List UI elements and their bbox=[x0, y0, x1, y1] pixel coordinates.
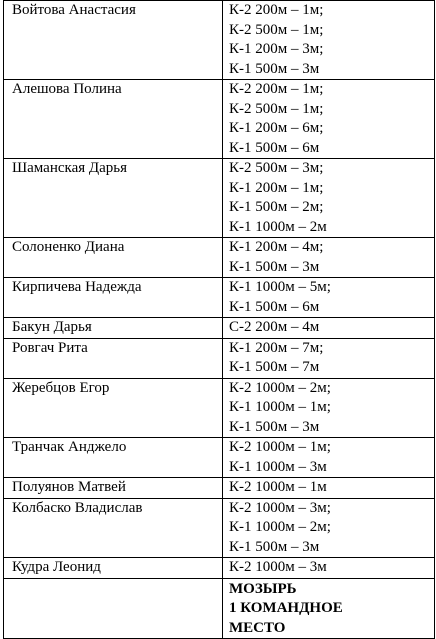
athlete-name: Шаманская Дарья bbox=[4, 159, 223, 238]
table-row bbox=[4, 159, 435, 238]
athlete-results bbox=[223, 1, 435, 80]
result-line: К-2 1000м – 1м; bbox=[229, 439, 331, 455]
result-line: К-1 500м – 3м bbox=[229, 258, 320, 275]
summary-line: 1 КОМАНДНОЕ bbox=[229, 600, 343, 616]
athlete-name: Полуянов Матвей bbox=[4, 478, 223, 499]
result-line: К-2 200м – 1м; bbox=[229, 2, 324, 18]
table-row bbox=[4, 278, 435, 318]
athlete-name: Колбаско Владислав bbox=[4, 498, 223, 558]
result-line: К-1 500м – 2м; bbox=[229, 199, 324, 215]
results-table-body bbox=[4, 1, 435, 639]
athlete-results bbox=[223, 338, 435, 378]
table-row bbox=[4, 238, 435, 278]
results-table bbox=[3, 0, 435, 639]
table-row bbox=[4, 558, 435, 579]
athlete-name: Кирпичева Надежда bbox=[4, 278, 223, 318]
result-line: К-1 200м – 1м; bbox=[229, 179, 324, 196]
athlete-name: Алешова Полина bbox=[4, 80, 223, 159]
table-row bbox=[4, 478, 435, 499]
athlete-name: Ровгач Рита bbox=[4, 338, 223, 378]
result-line: К-2 200м – 1м; bbox=[229, 81, 324, 97]
result-line: К-1 200м – 7м; bbox=[229, 339, 324, 356]
athlete-name: Бакун Дарья bbox=[4, 318, 223, 339]
result-line: К-1 1000м – 3м bbox=[229, 458, 327, 475]
athlete-results bbox=[223, 318, 435, 339]
result-line: К-1 1000м – 1м; bbox=[229, 399, 331, 415]
athlete-results bbox=[223, 558, 435, 579]
table-row bbox=[4, 338, 435, 378]
result-line: К-1 500м – 3м bbox=[229, 418, 320, 435]
athlete-name: Солоненко Диана bbox=[4, 238, 223, 278]
athlete-results bbox=[223, 478, 435, 499]
result-line: К-2 1000м – 3м; bbox=[229, 499, 331, 516]
result-line: К-2 1000м – 3м bbox=[229, 559, 327, 575]
table-row bbox=[4, 378, 435, 438]
summary-line: МОЗЫРЬ bbox=[229, 580, 297, 597]
result-line: К-1 500м – 7м bbox=[229, 359, 320, 375]
athlete-name: Войтова Анастасия bbox=[4, 1, 223, 80]
result-line: К-1 200м – 4м; bbox=[229, 239, 324, 255]
result-line: К-2 1000м – 2м; bbox=[229, 379, 331, 396]
athlete-results bbox=[223, 238, 435, 278]
athlete-name: Жеребцов Егор bbox=[4, 378, 223, 438]
result-line: К-1 500м – 6м bbox=[229, 139, 320, 156]
athlete-name: Транчак Анджело bbox=[4, 438, 223, 478]
table-row bbox=[4, 318, 435, 339]
summary-row bbox=[4, 578, 435, 639]
result-line: С-2 200м – 4м bbox=[229, 319, 320, 335]
result-line: К-1 1000м – 2м bbox=[229, 218, 327, 235]
result-line: К-2 500м – 1м; bbox=[229, 21, 324, 38]
table-row bbox=[4, 498, 435, 558]
athlete-results bbox=[223, 278, 435, 318]
result-line: К-1 500м – 3м bbox=[229, 60, 320, 77]
athlete-results bbox=[223, 159, 435, 238]
athlete-results bbox=[223, 378, 435, 438]
result-line: К-2 1000м – 1м bbox=[229, 479, 327, 495]
result-line: К-1 500м – 3м bbox=[229, 538, 320, 555]
result-line: К-1 1000м – 5м; bbox=[229, 279, 331, 295]
athlete-results bbox=[223, 498, 435, 558]
table-row bbox=[4, 438, 435, 478]
result-line: К-1 1000м – 2м; bbox=[229, 519, 331, 535]
athlete-name: Кудра Леонид bbox=[4, 558, 223, 579]
result-line: К-1 200м – 3м; bbox=[229, 41, 324, 57]
team-place-summary bbox=[223, 578, 435, 639]
summary-line: МЕСТО bbox=[229, 619, 286, 636]
athlete-results bbox=[223, 438, 435, 478]
result-line: К-1 200м – 6м; bbox=[229, 120, 324, 136]
summary-name-cell bbox=[4, 578, 223, 639]
table-row bbox=[4, 80, 435, 159]
table-row bbox=[4, 1, 435, 80]
athlete-results bbox=[223, 80, 435, 159]
result-line: К-2 500м – 1м; bbox=[229, 100, 324, 117]
result-line: К-1 500м – 6м bbox=[229, 298, 320, 315]
result-line: К-2 500м – 3м; bbox=[229, 160, 324, 176]
